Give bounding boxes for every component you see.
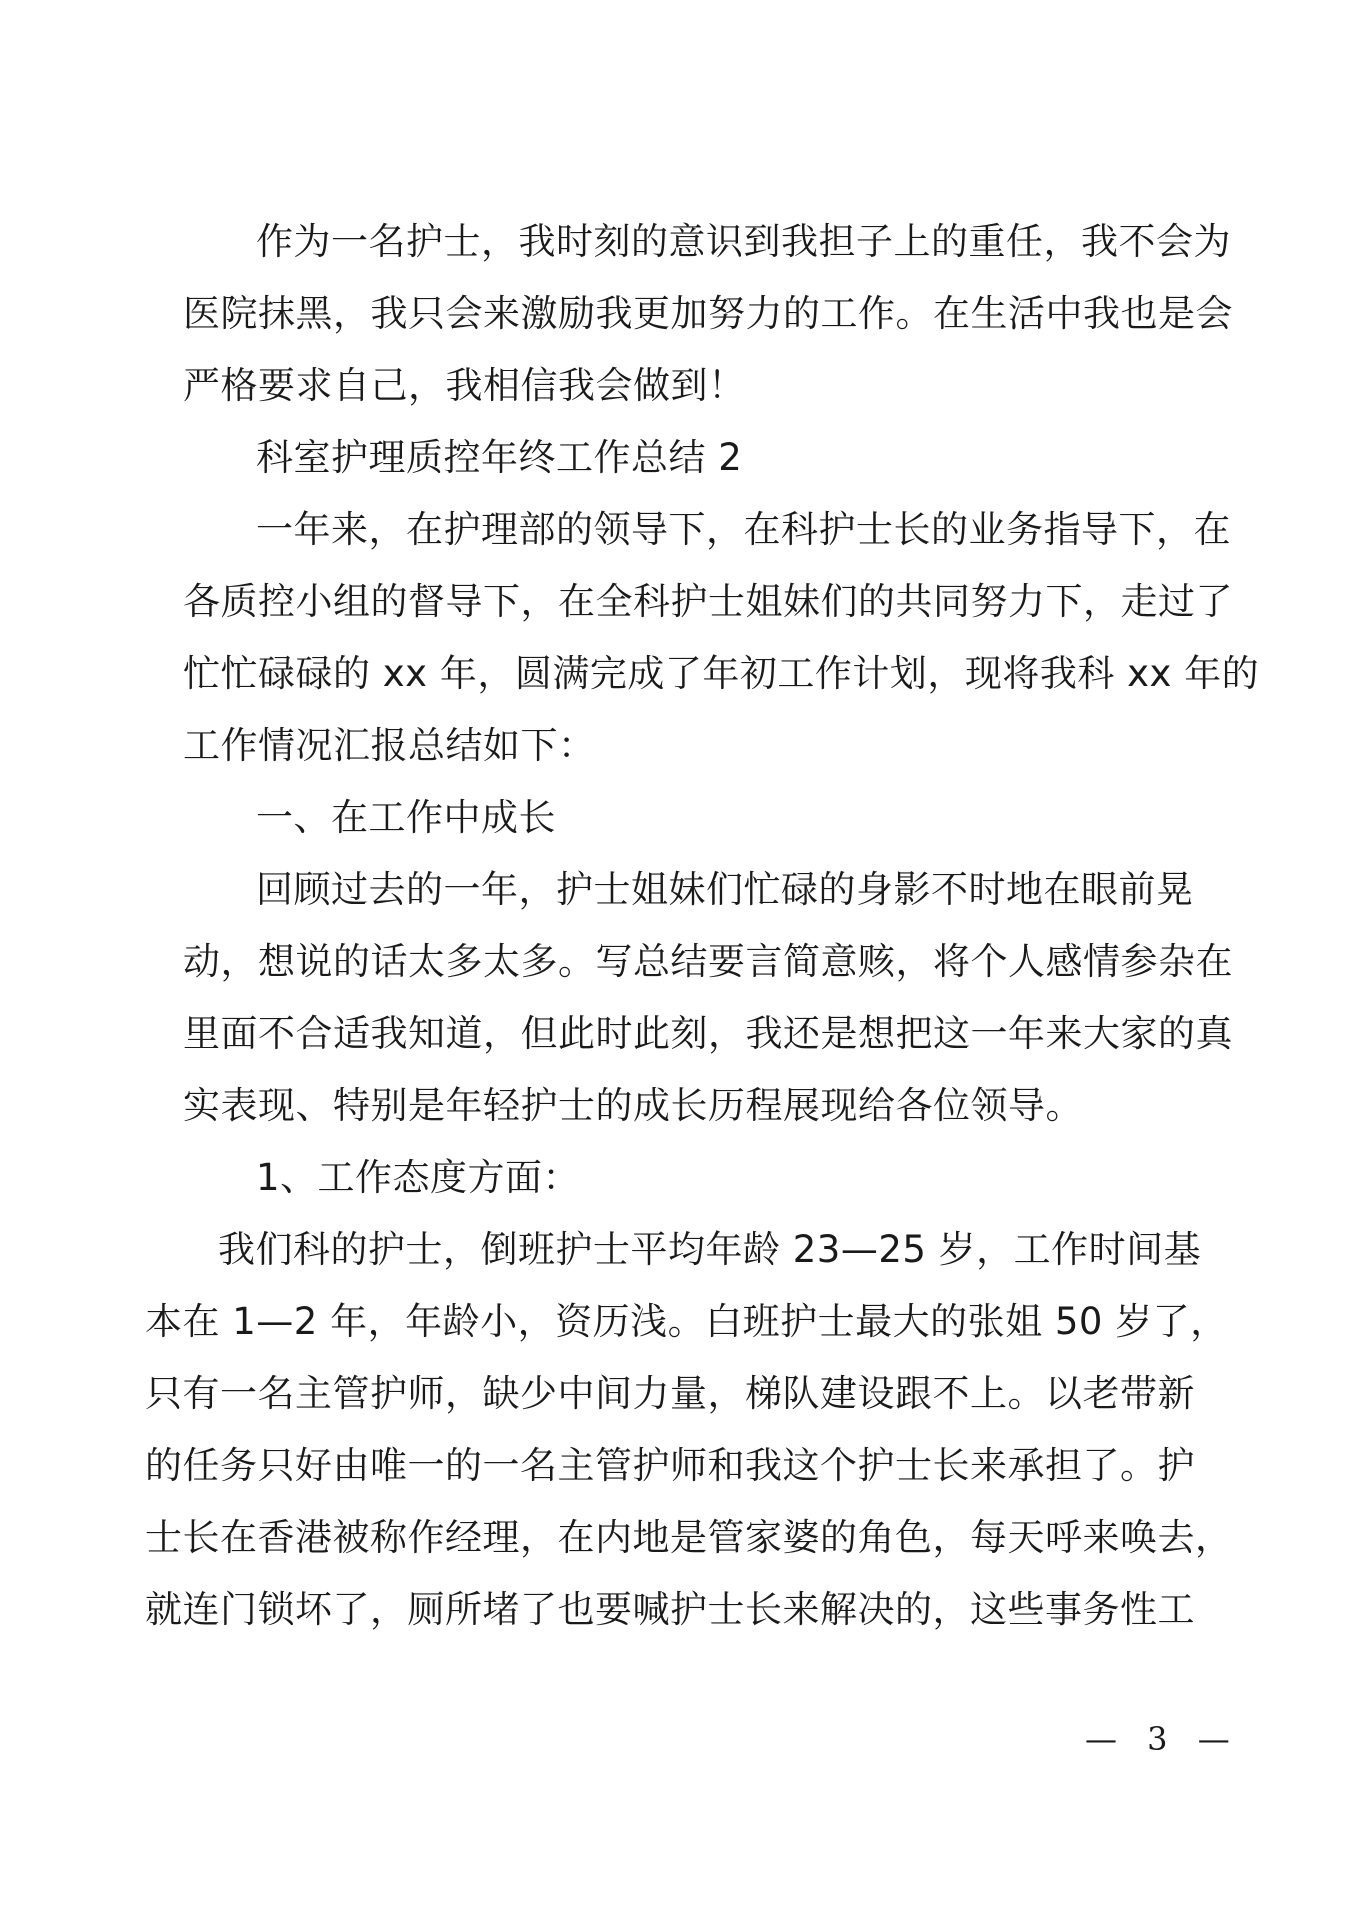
text-line-20: 就连门锁坏了，厕所堵了也要喊护士长来解决的，这些事务性工 xyxy=(145,1588,1195,1631)
text-line-2: 医院抹黑，我只会来激励我更加努力的工作。在生活中我也是会 xyxy=(183,292,1233,335)
subsection-heading: 一、在工作中成长 xyxy=(256,796,556,839)
text-line-5: 一年来，在护理部的领导下，在科护士长的业务指导下，在 xyxy=(256,508,1231,551)
text-line-1: 作为一名护士，我时刻的意识到我担子上的重任，我不会为 xyxy=(256,220,1231,263)
numbered-heading: 1、工作态度方面： xyxy=(256,1156,581,1199)
text-line-13: 实表现、特别是年轻护士的成长历程展现给各位领导。 xyxy=(183,1084,1083,1127)
text-line-18: 的任务只好由唯一的一名主管护师和我这个护士长来承担了。护 xyxy=(145,1444,1195,1487)
text-line-12: 里面不合适我知道，但此时此刻，我还是想把这一年来大家的真 xyxy=(183,1012,1233,1055)
text-line-11: 动，想说的话太多太多。写总结要言简意赅，将个人感情参杂在 xyxy=(183,940,1233,983)
section-title: 科室护理质控年终工作总结 2 xyxy=(256,436,743,479)
text-line-3: 严格要求自己，我相信我会做到！ xyxy=(183,364,746,407)
text-line-16: 本在 1—2 年，年龄小，资历浅。白班护士最大的张姐 50 岁了， xyxy=(145,1300,1228,1343)
text-line-7: 忙忙碌碌的 xx 年，圆满完成了年初工作计划，现将我科 xx 年的 xyxy=(183,652,1260,695)
text-line-19: 士长在香港被称作经理，在内地是管家婆的角色，每天呼来唤去， xyxy=(145,1516,1233,1559)
page-number: — 3 — xyxy=(1085,1720,1240,1758)
text-line-15: 我们科的护士，倒班护士平均年龄 23—25 岁，工作时间基 xyxy=(218,1228,1202,1271)
text-line-10: 回顾过去的一年，护士姐妹们忙碌的身影不时地在眼前晃 xyxy=(256,868,1194,911)
text-line-6: 各质控小组的督导下，在全科护士姐妹们的共同努力下，走过了 xyxy=(183,580,1233,623)
text-line-17: 只有一名主管护师，缺少中间力量，梯队建设跟不上。以老带新 xyxy=(145,1372,1195,1415)
text-line-8: 工作情况汇报总结如下： xyxy=(183,724,596,767)
